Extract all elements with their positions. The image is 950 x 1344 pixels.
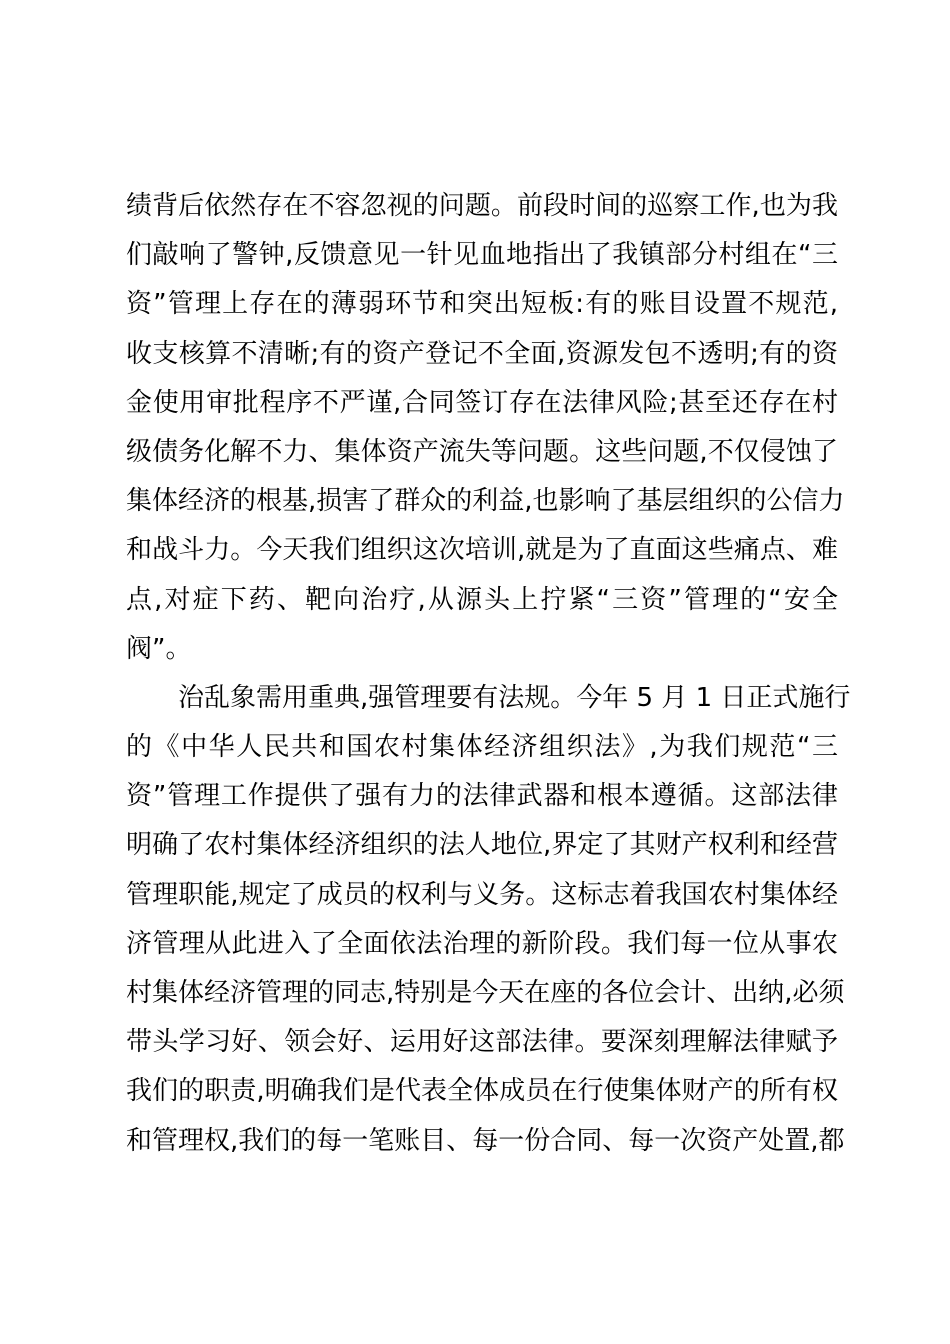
text-line: 和管理权,我们的每一笔账目、每一份合同、每一次资产处置,都 [126, 1125, 845, 1156]
text-line: 的《中华人民共和国农村集体经济组织法》,为我们规范“三 [126, 732, 838, 763]
text-line: 济管理从此进入了全面依法治理的新阶段。我们每一位从事农 [126, 928, 838, 959]
document-body [126, 182, 851, 1166]
text-line: 集体经济的根基,损害了群众的利益,也影响了基层组织的公信力 [126, 486, 845, 517]
text-line: 村集体经济管理的同志,特别是今天在座的各位会计、出纳,必须 [126, 978, 845, 1008]
text-line: 绩背后依然存在不容忽视的问题。前段时间的巡察工作,也为我 [126, 191, 838, 221]
text-line: 级债务化解不力、集体资产流失等问题。这些问题,不仅侵蚀了 [126, 436, 838, 467]
text-line: 资”管理上存在的薄弱环节和突出短板:有的账目设置不规范, [126, 289, 838, 320]
text-line: 我们的职责,明确我们是代表全体成员在行使集体财产的所有权 [126, 1076, 838, 1107]
text-line: 治乱象需用重典,强管理要有法规。今年 5 月 1 日正式施行 [178, 682, 851, 713]
text-line: 带头学习好、领会好、运用好这部法律。要深刻理解法律赋予 [126, 1027, 838, 1058]
text-line: 阀”。 [126, 633, 192, 664]
paragraph-1 [126, 182, 845, 674]
text-line: 收支核算不清晰;有的资产登记不全面,资源发包不透明;有的资 [126, 338, 838, 369]
text-line: 管理职能,规定了成员的权利与义务。这标志着我国农村集体经 [126, 879, 838, 910]
text-line: 和战斗力。今天我们组织这次培训,就是为了直面这些痛点、难 [126, 535, 838, 566]
paragraph-2 [126, 674, 851, 1166]
text-line: 点,对症下药、靶向治疗,从源头上拧紧“三资”管理的“安全 [126, 584, 838, 615]
text-line: 们敲响了警钟,反馈意见一针见血地指出了我镇部分村组在“三 [126, 240, 838, 271]
text-line: 明确了农村集体经济组织的法人地位,界定了其财产权利和经营 [126, 830, 838, 861]
text-line: 资”管理工作提供了强有力的法律武器和根本遵循。这部法律 [126, 781, 838, 812]
text-line: 金使用审批程序不严谨,合同签订存在法律风险;甚至还存在村 [126, 387, 838, 418]
